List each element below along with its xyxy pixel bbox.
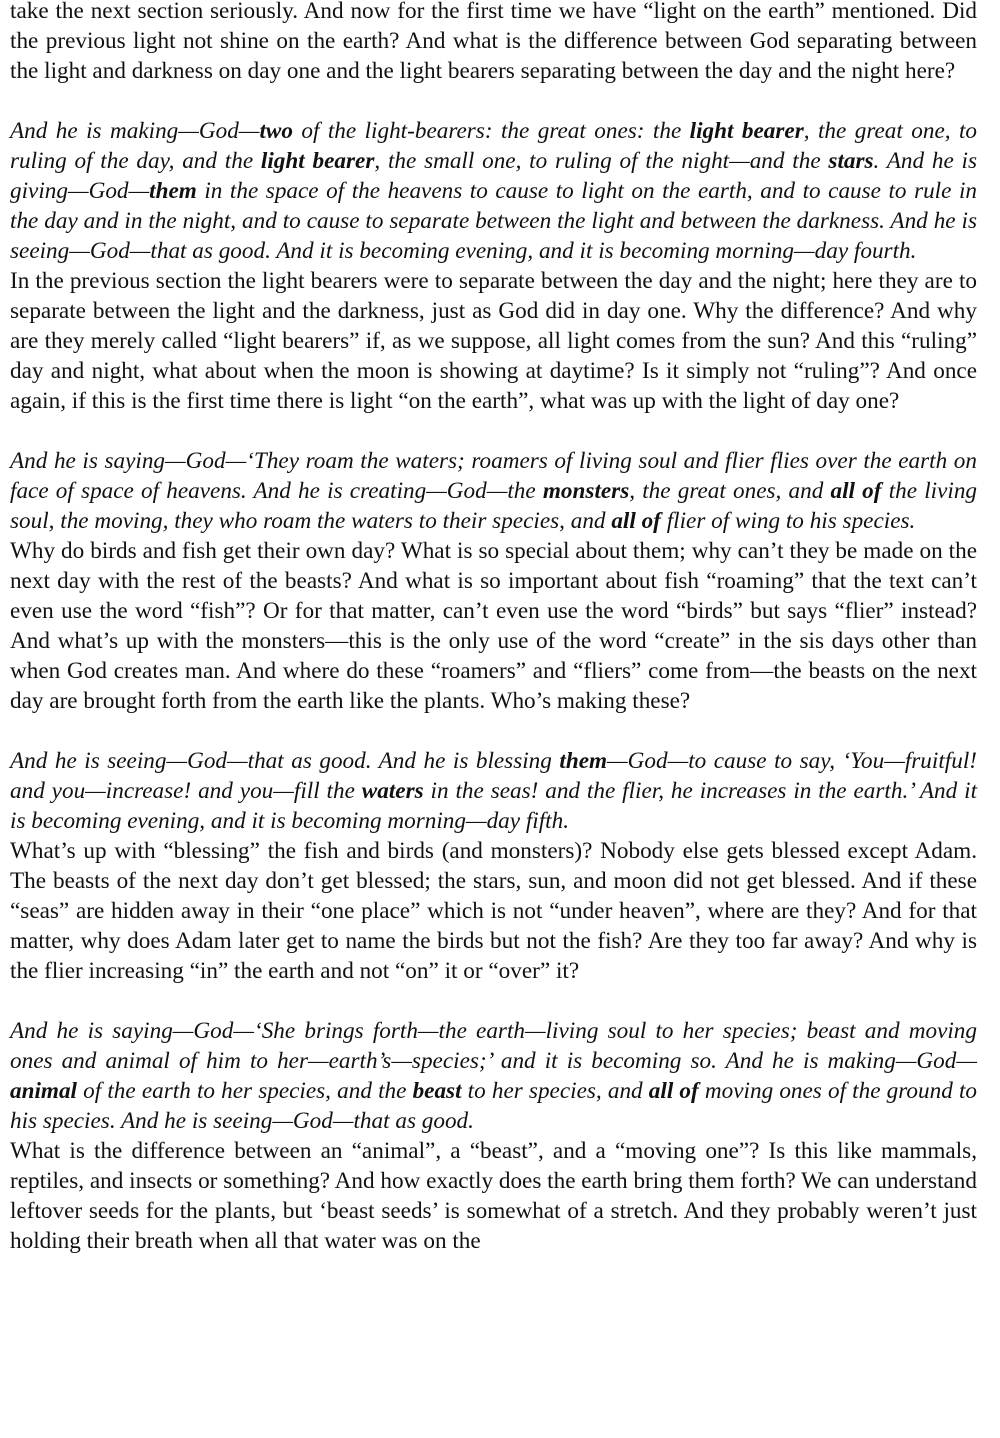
emphasis-run: two	[259, 118, 293, 144]
text-run: And he is saying—God—‘She brings forth—the earth—living soul to her species; beast and moving ones and animal of him to her—earth’s—species;’ and it is becoming so. And he is making—God—	[10, 1018, 977, 1074]
text-run: to her species, and	[461, 1078, 649, 1104]
text-run: take the next section seriously. And now for the first time we have “light on the earth” mentioned. Did the previous light not shine on the earth? And what is the difference between God separating between the light and darkness on day one and the light bearers separating between the day and the night here?	[10, 0, 977, 84]
paragraph-gap	[10, 86, 977, 116]
text-run: . And he is giving—God—	[10, 148, 977, 204]
emphasis-run: them	[559, 748, 608, 774]
scripture-quote-paragraph	[10, 746, 977, 836]
commentary-paragraph	[10, 536, 977, 716]
text-run: And he is saying—God—‘They roam the waters; roamers of living soul and flier flies over the earth on face of space of heavens. And he is creating—God—the	[10, 448, 977, 504]
text-run: in the space of the heavens to cause to light on the earth, and to cause to rule in the day and in the night, and to cause to separate between the light and between the darkness. And he is seeing—God—that as good. And it is becoming evening, and it is becoming morning—day fourth.	[10, 178, 977, 264]
text-run: And he is making—God—	[10, 118, 260, 144]
emphasis-run: monsters	[542, 478, 630, 504]
emphasis-run: stars	[828, 148, 874, 174]
text-run: in the seas! and the flier, he increases in the earth.’ And it is becoming evening, and it is becoming morning—day fifth.	[10, 778, 978, 834]
emphasis-run: all of	[648, 1078, 699, 1104]
commentary-paragraph	[10, 1136, 977, 1256]
text-run: of the light-bearers: the great ones: the	[292, 118, 690, 144]
paragraph-gap	[10, 416, 977, 446]
text-run: Why do birds and fish get their own day? What is so special about them; why can’t they be made on the next day with the rest of the beasts? And what is so important about fish “roaming” that the text can’t even use the word “fish”? Or for that matter, can’t even use the word “birds” but says “flier” instead? And what’s up with the monsters—this is the only use of the word “create” in the sis days other than when God creates man. And where do these “roamers” and “fliers” come from—the beasts on the next day are brought forth from the earth like the plants. Who’s making these?	[10, 538, 977, 714]
text-run: , the great ones, and	[629, 478, 831, 504]
text-run: , the great one, to ruling of the day, and the	[10, 118, 977, 174]
emphasis-run: beast	[412, 1078, 462, 1104]
text-run: What is the difference between an “animal”, a “beast”, and a “moving one”? Is this like mammals, reptiles, and insects or something? And how exactly does the earth bring them forth? We can understand leftover seeds for the plants, but ‘beast seeds’ is somewhat of a stretch. And they probably weren’t just holding their breath when all that water was on the	[10, 1138, 977, 1254]
scripture-quote-paragraph	[10, 116, 977, 266]
commentary-paragraph	[10, 836, 977, 986]
text-run: flier of wing to his species.	[660, 508, 916, 534]
text-run: , the small one, to ruling of the night—and the	[374, 148, 829, 174]
scripture-quote-paragraph	[10, 1016, 977, 1136]
scripture-quote-paragraph	[10, 446, 977, 536]
text-run: In the previous section the light bearers were to separate between the day and the night; here they are to separate between the light and the darkness, just as God did in day one. Why the difference? And why are they merely called “light bearers” if, as we suppose, all light comes from the sun? And this “ruling” day and night, what about when the moon is showing at daytime? Is it simply not “ruling”? And once again, if this is the first time there is light “on the earth”, what was up with the light of day one?	[10, 268, 977, 414]
emphasis-run: light bearer	[689, 118, 804, 144]
commentary-paragraph	[10, 0, 977, 86]
text-run: —God—to cause to say, ‘You—fruitful! and you—increase! and you—fill the	[10, 748, 977, 804]
paragraph-gap	[10, 716, 977, 746]
text-run: the living soul, the moving, they who roam the waters to their species, and	[10, 478, 978, 534]
emphasis-run: all of	[611, 508, 661, 534]
emphasis-run: them	[149, 178, 197, 204]
commentary-paragraph	[10, 266, 977, 416]
text-run: moving ones of the ground to his species. And he is seeing—God—that as good.	[10, 1078, 977, 1134]
paragraph-gap	[10, 986, 977, 1016]
emphasis-run: animal	[10, 1078, 78, 1104]
text-run: And he is seeing—God—that as good. And he is blessing	[10, 748, 560, 774]
emphasis-run: light bearer	[260, 148, 375, 174]
text-run: What’s up with “blessing” the fish and birds (and monsters)? Nobody else gets blessed except Adam. The beasts of the next day don’t get blessed; the stars, sun, and moon did not get blessed. And if these “seas” are hidden away in their “one place” which is not “under heaven”, where are they? And for that matter, why does Adam later get to name the birds but not the fish? Are they too far away? And why is the flier increasing “in” the earth and not “on” it or “over” it?	[10, 838, 977, 984]
emphasis-run: waters	[361, 778, 424, 804]
emphasis-run: all of	[830, 478, 882, 504]
text-run: of the earth to her species, and the	[77, 1078, 413, 1104]
